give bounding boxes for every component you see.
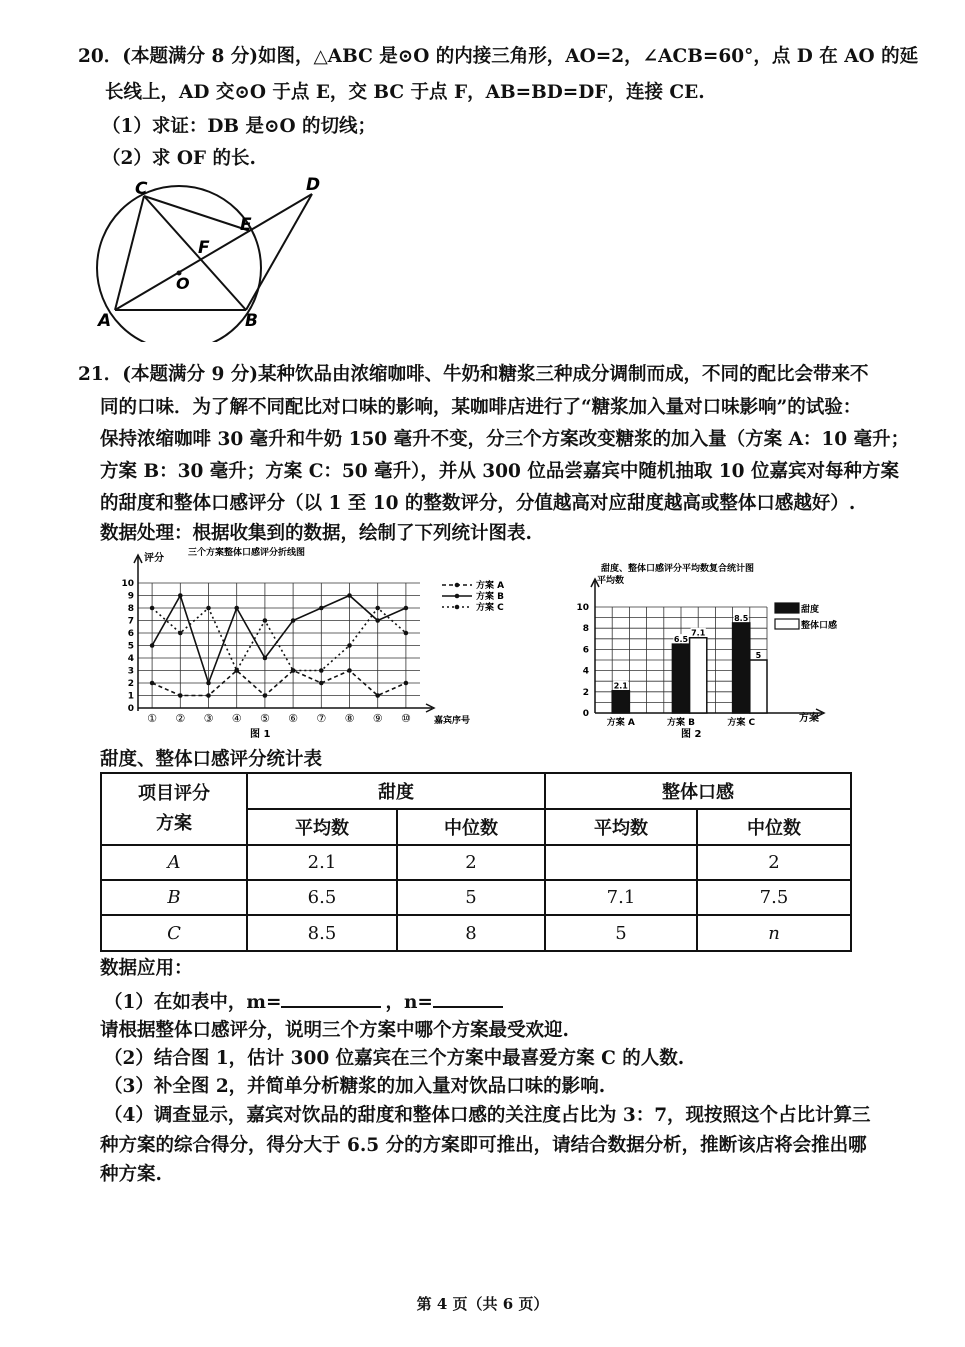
table-header-sweet-mean: 平均数	[247, 809, 397, 845]
chart2-legend-swatch	[775, 603, 799, 613]
chart1-y-tick: 6	[127, 629, 134, 639]
chart1-legend-marker	[455, 605, 460, 610]
chart1-data-point	[150, 606, 155, 611]
q21-app-3: （3）补全图 2，并简单分析糖浆的加入量对饮品口味的影响.	[104, 1076, 606, 1097]
chart1-data-point	[375, 693, 380, 698]
table-cell: 5	[397, 880, 545, 915]
figure1-line-chart	[100, 545, 520, 740]
table-header-sweet: 甜度	[247, 773, 545, 809]
chart2-legend-label: 甜度	[801, 605, 820, 615]
table-header-corner	[101, 773, 247, 845]
chart1-data-point	[263, 618, 268, 623]
chart1-caption: 图 1	[250, 729, 271, 740]
chart1-x-tick: ⑧	[344, 712, 355, 725]
chart1-data-point	[206, 606, 211, 611]
chart1-x-tick: ⑨	[372, 712, 383, 725]
chart1-data-point	[319, 606, 324, 611]
chart1-data-point	[319, 668, 324, 673]
chart2-y-tick: 2	[582, 687, 589, 698]
chart1-data-point	[291, 618, 296, 623]
chart1-data-point	[178, 631, 183, 636]
chart2-y-tick: 0	[582, 709, 589, 719]
chart1-data-point	[234, 606, 239, 611]
chart1-data-point	[206, 681, 211, 686]
label-F: F	[198, 238, 210, 258]
table-cell-blank	[545, 845, 697, 880]
chart1-y-tick: 1	[127, 691, 134, 702]
chart2-caption: 图 2	[681, 729, 702, 740]
q21-app-1b: 请根据整体口感评分，说明三个方案中哪个方案最受欢迎.	[100, 1020, 569, 1041]
chart1-x-tick: ②	[175, 712, 186, 725]
chart1-y-tick: 9	[127, 591, 134, 602]
chart2-x-tick: 方案 C	[727, 718, 756, 728]
chart2-x-tick: 方案 A	[606, 718, 635, 728]
chart1-legend-label: 方案 C	[476, 603, 504, 613]
chart1-x-tick: ③	[203, 712, 214, 725]
table-cell: 5	[545, 915, 697, 951]
table-cell: 2.1	[247, 845, 397, 880]
label-D: D	[306, 175, 321, 195]
chart1-x-tick: ④	[231, 712, 242, 725]
q20-sub2: （2）求 OF 的长.	[102, 148, 256, 169]
table-cell-plan: A	[101, 845, 247, 880]
table-header-plan: 方案	[156, 813, 192, 834]
table-header-taste: 整体口感	[545, 773, 851, 809]
table-cell: 7.5	[697, 880, 851, 915]
chart2-data-label: 7.1	[691, 628, 706, 638]
chart2-data-label: 2.1	[613, 681, 628, 691]
chart1-y-tick: 2	[127, 679, 134, 689]
table-header-taste-mean: 平均数	[545, 809, 697, 845]
q21-line3: 保持浓缩咖啡 30 毫升和牛奶 150 毫升不变，分三个方案改变糖浆的加入量（方案 A：10 毫升；	[100, 429, 910, 450]
chart1-legend-label: 方案 B	[476, 592, 504, 602]
q20-line1: 20．(本题满分 8 分)如图，△ABC 是⊙O 的内接三角形，AO=2，∠ACB=60°，点 D 在 AO 的延	[78, 46, 919, 67]
chart1-data-point	[291, 668, 296, 673]
chart2-y-tick: 4	[582, 666, 589, 677]
chart1-y-tick: 3	[127, 666, 134, 677]
chart1-data-point	[150, 643, 155, 648]
chart1-data-point	[319, 681, 324, 686]
label-A: A	[98, 311, 112, 331]
chart1-title: 三个方案整体口感评分折线图	[188, 548, 306, 558]
answer-blank-n[interactable]	[433, 988, 503, 1008]
chart2-x-tick: 方案 B	[667, 718, 695, 728]
label-B: B	[245, 311, 258, 331]
chart1-y-tick: 4	[127, 654, 134, 664]
chart2-y-tick: 6	[582, 645, 589, 656]
q20-line2: 长线上，AD 交⊙O 于点 E，交 BC 于点 F，AB=BD=DF，连接 CE.	[105, 82, 705, 103]
chart1-data-point	[347, 593, 352, 598]
chart1-ylabel: 评分	[144, 553, 164, 564]
label-O: O	[176, 274, 190, 293]
chart2-bar	[733, 623, 750, 713]
chart1-data-point	[404, 681, 409, 686]
score-stat-table	[100, 772, 852, 952]
chart2-legend-swatch	[775, 619, 799, 629]
q20-geometry-figure	[90, 172, 340, 342]
chart1-data-point	[263, 693, 268, 698]
chart2-title: 甜度、整体口感评分平均数复合统计图	[601, 564, 755, 574]
table-cell: 8.5	[247, 915, 397, 951]
chart1-x-tick: ⑦	[316, 712, 327, 725]
q21-line6: 数据处理：根据收集到的数据，绘制了下列统计图表.	[100, 523, 532, 544]
q21-line4: 方案 B：30 毫升；方案 C：50 毫升），并从 300 位品尝嘉宾中随机抽取 10 位嘉宾对每种方案	[100, 461, 899, 482]
table-header-sweet-median: 中位数	[397, 809, 545, 845]
figure2-bar-chart	[565, 555, 865, 745]
chart1-x-tick: ①	[147, 712, 158, 725]
chart2-data-label: 6.5	[673, 635, 689, 645]
chart1-x-tick: ⑩	[400, 712, 411, 725]
table-title: 甜度、整体口感评分统计表	[100, 749, 323, 770]
table-row	[101, 845, 851, 880]
table-row	[101, 915, 851, 951]
chart1-data-point	[375, 606, 380, 611]
page-footer: 第 4 页（共 6 页）	[416, 1295, 549, 1313]
chart2-data-label: 8.5	[734, 613, 749, 623]
chart1-data-point	[375, 618, 380, 623]
chart2-bar	[750, 660, 767, 713]
chart1-legend-marker	[455, 594, 460, 599]
chart1-y-tick: 7	[127, 616, 134, 627]
label-E: E	[240, 215, 252, 235]
answer-blank-m[interactable]	[281, 988, 381, 1008]
q21-line2: 同的口味．为了解不同配比对口味的影响，某咖啡店进行了“糖浆加入量对口味影响”的试验：	[100, 397, 862, 418]
table-cell: n	[697, 915, 851, 951]
q21-app-4-l2: 种方案的综合得分，得分大于 6.5 分的方案即可推出，请结合数据分析，推断该店将会推出哪	[100, 1135, 867, 1156]
chart1-legend-marker	[455, 583, 460, 588]
chart1-x-tick: ⑥	[288, 712, 299, 725]
q21-app-4-l1: （4）调查显示，嘉宾对饮品的甜度和整体口感的关注度占比为 3：7，现按照这个占比计算三	[104, 1105, 871, 1126]
chart2-y-tick: 8	[582, 624, 589, 635]
chart2-data-label: 5	[755, 651, 762, 660]
chart1-data-point	[263, 656, 268, 661]
q21-line1: 21．(本题满分 9 分)某种饮品由浓缩咖啡、牛奶和糖浆三种成分调制而成，不同的配比会带来不	[78, 364, 869, 385]
chart1-y-tick: 10	[121, 579, 134, 589]
chart1-data-point	[178, 693, 183, 698]
chart2-xlabel: 方案	[799, 713, 819, 724]
chart2-y-tick: 10	[576, 603, 589, 613]
chart1-y-tick: 5	[127, 641, 134, 652]
chart2-legend-label: 整体口感	[801, 621, 838, 631]
table-cell: 2	[397, 845, 545, 880]
table-cell: 8	[397, 915, 545, 951]
table-header-item: 项目评分	[138, 783, 210, 804]
chart1-data-point	[404, 606, 409, 611]
chart1-x-tick: ⑤	[259, 712, 270, 725]
q21-app-2: （2）结合图 1，估计 300 位嘉宾在三个方案中最喜爱方案 C 的人数.	[104, 1048, 685, 1069]
chart1-y-tick: 0	[127, 704, 134, 714]
table-row	[101, 880, 851, 915]
table-cell: 6.5	[247, 880, 397, 915]
table-cell-plan: C	[101, 915, 247, 951]
q21-app-1	[104, 988, 503, 1016]
chart1-data-point	[347, 643, 352, 648]
q21-app-label: 数据应用：	[100, 958, 193, 979]
table-cell: 2	[697, 845, 851, 880]
chart1-xlabel: 嘉宾序号	[434, 716, 471, 726]
q21-app-1-m-label: （1）在如表中，m=	[104, 992, 282, 1013]
chart1-data-point	[150, 681, 155, 686]
chart2-bar	[672, 644, 689, 713]
chart1-data-point	[404, 631, 409, 636]
chart2-ylabel: 平均数	[597, 576, 625, 586]
table-header-taste-median: 中位数	[697, 809, 851, 845]
label-C: C	[135, 179, 148, 199]
chart1-data-point	[347, 668, 352, 673]
chart1-data-point	[178, 593, 183, 598]
q21-app-1-n-label: ，n=	[385, 992, 433, 1013]
chart2-bar	[690, 638, 707, 713]
chart1-legend-label: 方案 A	[476, 581, 505, 591]
chart1-series-line	[152, 596, 406, 684]
q20-sub1: （1）求证：DB 是⊙O 的切线；	[102, 116, 377, 137]
table-cell-plan: B	[101, 880, 247, 915]
chart1-y-tick: 8	[127, 604, 134, 614]
q21-app-4-l3: 种方案.	[100, 1164, 162, 1185]
table-cell: 7.1	[545, 880, 697, 915]
chart1-data-point	[206, 693, 211, 698]
chart1-data-point	[234, 668, 239, 673]
q21-line5: 的甜度和整体口感评分（以 1 至 10 的整数评分，分值越高对应甜度越高或整体口感越好）.	[100, 493, 856, 514]
chart2-bar	[612, 691, 629, 713]
